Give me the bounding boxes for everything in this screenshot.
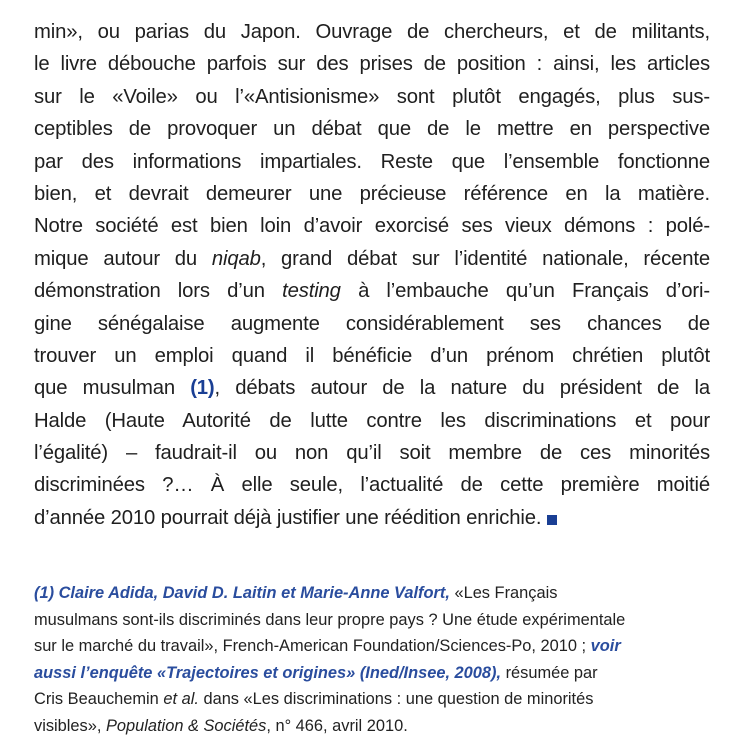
footnote-text: , n° 466, avril 2010. [266, 716, 408, 735]
footnote-text: «Les Français [449, 584, 558, 602]
body-line [34, 437, 710, 469]
body-line [34, 113, 710, 145]
body-text: , débats autour de la nature du président de la [214, 377, 710, 400]
footnote-block [34, 580, 706, 740]
body-text: mique autour du [34, 247, 212, 270]
body-text: min», ou parias du Japon. Ouvrage de chercheurs, et de militants, [34, 21, 710, 43]
body-text: Notre société est bien loin d’avoir exorcisé ses vieux démons : polé- [34, 215, 710, 238]
footnote-line [34, 686, 706, 713]
footnote-line [34, 633, 706, 660]
body-text: bien, et devrait demeurer une précieuse référence en la matière. [34, 182, 710, 205]
body-text: par des informations impartiales. Reste que l’ensemble fonctionne [34, 150, 710, 173]
body-line [34, 243, 710, 275]
body-line [34, 405, 710, 437]
footnote-line [34, 607, 706, 634]
footnote-text: résumée par [501, 663, 598, 682]
body-line [34, 210, 710, 242]
italic-term: Population & Sociétés [105, 716, 267, 735]
body-text: ceptibles de provoquer un débat que de le mettre en perspective [34, 118, 710, 141]
footnote-line [34, 713, 706, 740]
body-text: que musulman [34, 377, 191, 400]
body-line [34, 16, 710, 48]
body-line [34, 81, 710, 113]
footnote-reference: (1) [190, 377, 215, 400]
article-body [34, 16, 710, 534]
footnote-text: visibles», [34, 716, 106, 735]
footnote-line [34, 580, 706, 607]
body-line [34, 340, 710, 372]
italic-term: niqab [211, 247, 261, 270]
footnote-text: Cris Beauchemin [34, 690, 164, 709]
italic-term: testing [282, 280, 341, 303]
body-text: , grand débat sur l’identité nationale, récente [260, 247, 710, 270]
body-text: démonstration lors d’un [34, 280, 283, 303]
footnote-text: dans «Les discriminations : une question de minorités [198, 690, 594, 709]
body-line [34, 308, 710, 340]
footnote-emphasis: aussi l’enquête «Trajectoires et origines» (Ined/Insee, 2008), [34, 663, 502, 682]
body-text: sur le «Voile» ou l’«Antisionisme» sont plutôt engagés, plus sus- [34, 85, 710, 108]
body-line [34, 48, 710, 80]
footnote-text: musulmans sont-ils discriminés dans leur propre pays ? Une étude expérimentale [34, 610, 626, 629]
body-line [34, 146, 710, 178]
body-text: l’égalité) – faudrait-il ou non qu’il soit membre de ces minorités [34, 442, 710, 465]
body-text: à l’embauche qu’un Français d’ori- [340, 280, 710, 303]
body-text: gine sénégalaise augmente considérablement ses chances de [34, 312, 710, 335]
body-text: le livre débouche parfois sur des prises de position : ainsi, les articles [34, 53, 710, 76]
italic-term: et al. [163, 690, 199, 709]
body-text: d’année 2010 pourrait déjà justifier une réédition enrichie. [34, 506, 542, 529]
footnote-line [34, 660, 706, 687]
body-line [34, 502, 710, 534]
body-text: Halde (Haute Autorité de lutte contre les discriminations et pour [34, 409, 710, 432]
footnote-emphasis: (1) Claire Adida, David D. Laitin et Marie-Anne Valfort, [34, 584, 450, 602]
blue-square-end-icon [547, 515, 557, 525]
body-line [34, 275, 710, 307]
body-line [34, 178, 710, 210]
body-line [34, 469, 710, 501]
footnote-emphasis: voir [590, 637, 621, 656]
body-text: trouver un emploi quand il bénéficie d’un prénom chrétien plutôt [34, 344, 710, 367]
body-text: discriminées ?… À elle seule, l’actualité de cette première moitié [34, 474, 710, 497]
footnote-text: sur le marché du travail», French-American Foundation/Sciences-Po, 2010 ; [34, 637, 591, 656]
body-line [34, 372, 710, 404]
